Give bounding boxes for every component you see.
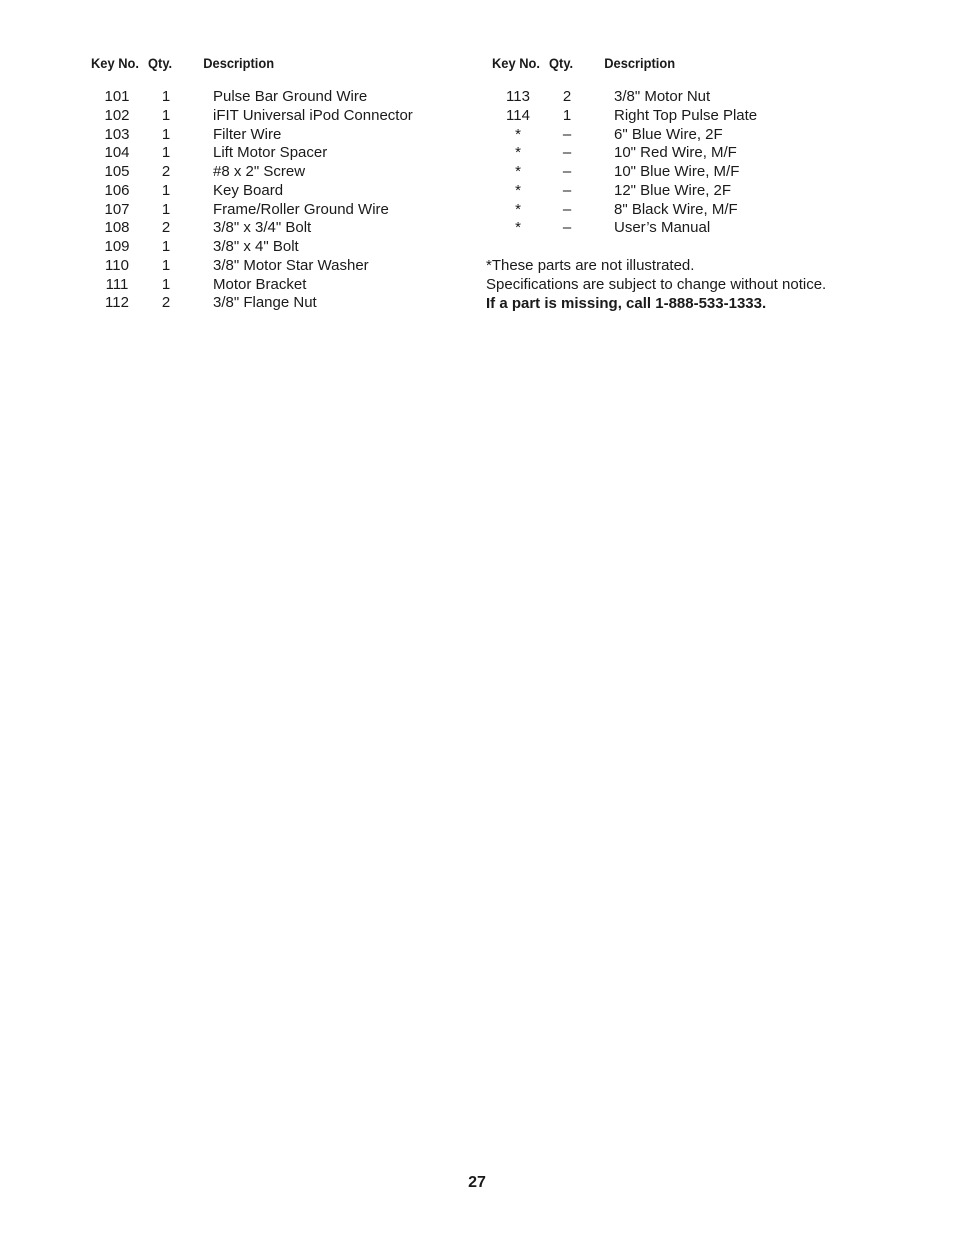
- key-number: 103: [104, 125, 130, 143]
- header-description: Description: [604, 55, 676, 71]
- key-number: 109: [104, 238, 130, 255]
- part-description: 3/8" Flange Nut: [213, 294, 317, 312]
- quantity: 1: [161, 106, 171, 124]
- key-number: *: [515, 181, 521, 199]
- quantity: 1: [161, 238, 171, 255]
- note-specifications: Specifications are subject to change without notice.: [486, 275, 827, 293]
- part-description: 3/8" Motor Star Washer: [213, 256, 369, 274]
- part-description: User’s Manual: [614, 219, 711, 237]
- part-description: Key Board: [213, 181, 284, 199]
- part-description: 3/8" x 3/4" Bolt: [213, 219, 312, 237]
- key-number: *: [515, 125, 521, 143]
- quantity: 2: [161, 219, 171, 237]
- part-description: 8" Black Wire, M/F: [614, 200, 738, 218]
- key-number: 113: [506, 88, 530, 105]
- part-description: 3/8" Motor Nut: [614, 88, 711, 105]
- header-key-no: Key No.: [91, 55, 139, 71]
- part-description: 12" Blue Wire, 2F: [614, 181, 732, 199]
- page-number: 27: [468, 1174, 486, 1191]
- key-number: *: [515, 144, 521, 162]
- quantity: 2: [562, 88, 572, 105]
- part-description: Pulse Bar Ground Wire: [213, 88, 368, 105]
- header-qty: Qty.: [549, 55, 574, 71]
- quantity: 1: [161, 256, 171, 274]
- key-number: 108: [104, 219, 130, 237]
- key-number: 111: [105, 275, 129, 293]
- key-number: *: [515, 163, 521, 180]
- key-number: *: [515, 200, 521, 218]
- key-number: 112: [105, 294, 129, 312]
- notes-block: [486, 257, 826, 313]
- quantity: –: [562, 163, 572, 180]
- quantity: 2: [161, 163, 171, 180]
- key-number: *: [515, 219, 521, 237]
- part-description: Motor Bracket: [213, 275, 307, 293]
- part-description: Frame/Roller Ground Wire: [213, 200, 389, 218]
- note-missing-part: If a part is missing, call 1-888-533-1333.: [486, 294, 767, 312]
- quantity: 1: [161, 144, 171, 162]
- quantity: –: [562, 125, 572, 143]
- key-number: 102: [104, 106, 130, 124]
- key-number: 114: [506, 106, 530, 124]
- quantity: –: [562, 200, 572, 218]
- key-number: 104: [104, 144, 130, 162]
- note-not-illustrated: *These parts are not illustrated.: [486, 257, 695, 274]
- quantity: 1: [161, 125, 171, 143]
- header-description: Description: [203, 55, 275, 71]
- quantity: 1: [161, 88, 171, 105]
- quantity: –: [562, 181, 572, 199]
- key-number: 105: [104, 163, 130, 180]
- part-description: Lift Motor Spacer: [213, 144, 328, 162]
- key-number: 107: [104, 200, 130, 218]
- quantity: 2: [161, 294, 171, 312]
- part-description: 6" Blue Wire, 2F: [614, 125, 723, 143]
- header-qty: Qty.: [148, 55, 173, 71]
- key-number: 110: [105, 256, 129, 274]
- quantity: –: [562, 219, 572, 237]
- quantity: –: [562, 144, 572, 162]
- part-description: 3/8" x 4" Bolt: [213, 238, 299, 255]
- part-description: Right Top Pulse Plate: [614, 106, 758, 124]
- key-number: 101: [104, 88, 130, 105]
- part-description: 10" Red Wire, M/F: [614, 144, 737, 162]
- key-number: 106: [104, 181, 130, 199]
- header-key-no: Key No.: [492, 55, 540, 71]
- part-description: Filter Wire: [213, 125, 282, 143]
- part-description: 10" Blue Wire, M/F: [614, 163, 740, 180]
- part-description: iFIT Universal iPod Connector: [213, 106, 413, 124]
- part-description: #8 x 2" Screw: [213, 163, 306, 180]
- quantity: 1: [161, 181, 171, 199]
- quantity: 1: [161, 200, 171, 218]
- quantity: 1: [161, 275, 171, 293]
- quantity: 1: [562, 106, 572, 124]
